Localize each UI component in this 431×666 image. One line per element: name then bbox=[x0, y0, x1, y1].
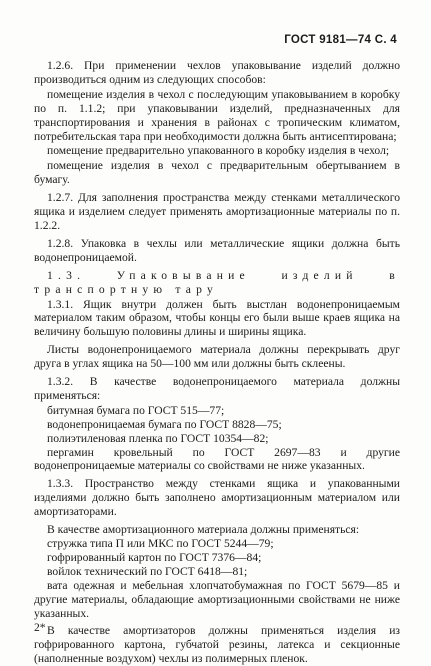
paragraph-1-3-1: 1.3.1. Ящик внутри должен быть выстлан водонепроницаемым материалом таким образом, чтобы концы его были выше краев ящика на величину большую половины длины и ширины ящика. bbox=[34, 297, 400, 339]
paragraph-1-2-8: 1.2.8. Упаковка в чехлы или металлические ящики должна быть водонепроницаемой. bbox=[34, 236, 400, 264]
paragraph-cushioning-materials: В качестве амортизационного материала должны применяться: bbox=[47, 523, 360, 537]
paragraph-1-2-6: 1.2.6. При применении чехлов упаковывание изделий должно производиться одним из следующих способов: bbox=[34, 59, 400, 86]
list-item-cotton-wadding: вата одежная и мебельная хлопчатобумажная по ГОСТ 5679—85 и другие материалы, обладающие амортизационными свойствами не ниже указанных. bbox=[34, 578, 400, 620]
list-item-technical-felt: войлок технический по ГОСТ 6418—81; bbox=[47, 564, 248, 578]
list-item-option-3: помещение изделия в чехол с предварительным обертыванием в бумагу. bbox=[34, 159, 400, 187]
list-item-polyethylene-film: полиэтиленовая пленка по ГОСТ 10354—82; bbox=[47, 431, 269, 445]
list-item-option-1: помещение изделия в чехол с последующим упаковыванием в коробку по п. 1.1.2; при упаковывании изделий, предназначенных для транспортирования и хранения в районах с тропическим климатом, потребительская тара при необходимости должна быть антисептирована; bbox=[34, 87, 400, 143]
page-footer-mark: 2* bbox=[34, 621, 46, 634]
paragraph-1-3-3: 1.3.3. Пространство между стенками ящика и упакованными изделиями должно быть заполнено амортизационным материалом или амортизаторами. bbox=[34, 477, 400, 519]
paragraph-shock-absorbers: В качестве амортизаторов должны применяться изделия из гофрированного картона, губчатой резины, латекса и секционные (наполненные воздухом) чехлы из полимерных пленок. bbox=[34, 624, 400, 666]
document-body bbox=[34, 59, 400, 666]
list-item-waterproof-paper: водонепроницаемая бумага по ГОСТ 8828—75; bbox=[47, 417, 282, 431]
list-item-wood-shavings: стружка типа П или МКС по ГОСТ 5244—79; bbox=[47, 537, 274, 550]
list-item-corrugated-cardboard: гофрированный картон по ГОСТ 7376—84; bbox=[47, 550, 262, 564]
paragraph-sheets-overlap: Листы водонепроницаемого материала должны перекрывать друг друга в углах ящика на 50—100 мм или должны быть склеены. bbox=[34, 343, 400, 371]
list-item-option-2: помещение предварительно упакованного в коробку изделия в чехол; bbox=[47, 144, 390, 158]
page-header: ГОСТ 9181—74 С. 4 bbox=[284, 34, 397, 46]
section-heading-1-3: 1.3. Упаковывание изделий в транспортную тару bbox=[34, 268, 400, 296]
list-item-bitumen-paper: битумная бумага по ГОСТ 515—77; bbox=[47, 403, 225, 417]
paragraph-1-3-2: 1.3.2. В качестве водонепроницаемого материала должны применяться: bbox=[34, 375, 400, 402]
list-item-roofing-pergamin: пергамин кровельный по ГОСТ 2697—83 и другие водонепроницаемые материалы со свойствами не ниже указанных. bbox=[34, 445, 400, 473]
paragraph-1-2-7: 1.2.7. Для заполнения пространства между стенками металлического ящика и изделием следует применять амортизационные материалы по п. 1.2.2. bbox=[34, 191, 400, 232]
